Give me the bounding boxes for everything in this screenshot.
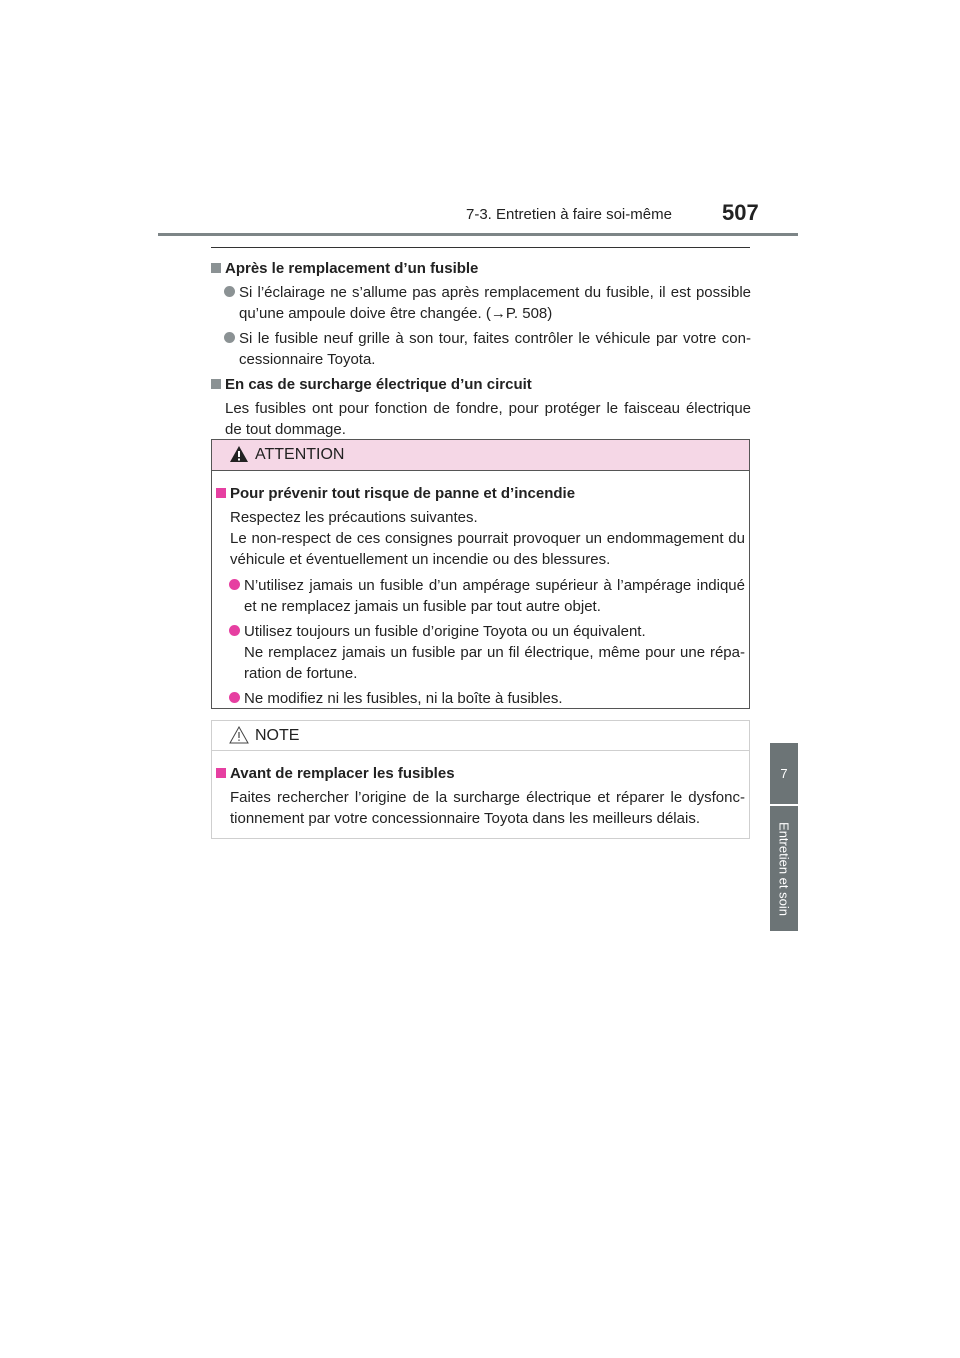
section-heading-text: Après le remplacement d’un fusible: [225, 260, 479, 277]
list-item: [216, 688, 745, 709]
round-bullet-icon: [229, 692, 240, 703]
attention-heading-text: Pour prévenir tout risque de panne et d’incendie: [230, 485, 576, 502]
list-item-text: Si le fusible neuf grille à son tour, faites contrôler le véhicule par votre con-cessionnaire Toyota.: [239, 330, 751, 368]
attention-paragraph: Respectez les précautions suivantes.: [230, 509, 478, 526]
list-item-text: Ne modifiez ni les fusibles, ni la boîte à fusibles.: [244, 690, 563, 707]
note-heading: [216, 763, 745, 784]
list-item-text: N’utilisez jamais un fusible d’un ampérage supérieur à l’ampérage indiqué et ne remplacez jamais un fusible par tout autre objet.: [244, 577, 745, 615]
round-bullet-icon: [229, 625, 240, 636]
round-bullet-icon: [224, 332, 235, 343]
caution-triangle-icon: [229, 726, 249, 744]
attention-body: [212, 471, 749, 709]
header-section-title: 7-3. Entretien à faire soi-même: [466, 206, 672, 223]
list-item: [211, 328, 751, 370]
list-item: [211, 282, 751, 324]
square-bullet-icon: [211, 263, 221, 273]
chapter-tab-number: 7: [770, 743, 798, 804]
square-bullet-icon: [216, 488, 226, 498]
section-heading: [211, 374, 751, 395]
round-bullet-icon: [229, 579, 240, 590]
attention-header: [212, 440, 749, 471]
square-bullet-icon: [216, 768, 226, 778]
note-box: [211, 720, 750, 839]
section-heading-text: En cas de surcharge électrique d’un circuit: [225, 376, 532, 393]
note-header: [212, 721, 749, 751]
list-item: [216, 575, 745, 617]
note-heading-text: Avant de remplacer les fusibles: [230, 765, 455, 782]
note-body: [212, 751, 749, 829]
attention-paragraph: Le non-respect de ces consignes pourrait provoquer un endommagement du véhicule et éventuellement un incendie ou des blessures.: [230, 530, 745, 568]
list-item-text: Si l’éclairage ne s’allume pas après remplacement du fusible, il est possible qu’une ampoule doive être changée. (→P. 508): [239, 284, 751, 322]
section-paragraph: Les fusibles ont pour fonction de fondre, pour protéger le faisceau électrique de tout dommage.: [225, 400, 751, 438]
chapter-tab-label-text: Entretien et soin: [776, 821, 792, 916]
list-item: [216, 621, 745, 684]
warning-triangle-icon: [229, 445, 249, 463]
note-paragraph: Faites rechercher l’origine de la surcharge électrique et réparer le dysfonc-tionnement par votre concessionnaire Toyota dans les meilleurs délais.: [230, 789, 745, 827]
note-title: NOTE: [255, 727, 300, 744]
attention-box: [211, 439, 750, 709]
section-heading: [211, 258, 751, 279]
round-bullet-icon: [224, 286, 235, 297]
attention-heading: [216, 483, 745, 504]
page-number: 507: [722, 200, 759, 225]
list-item-text: Utilisez toujours un fusible d’origine Toyota ou un équivalent.: [244, 623, 646, 640]
square-bullet-icon: [211, 379, 221, 389]
content-divider: [211, 247, 750, 248]
attention-title: ATTENTION: [255, 446, 345, 463]
main-content: [211, 258, 751, 440]
chapter-tab-label: [770, 806, 798, 931]
header-divider: [158, 233, 798, 236]
list-item-text: Ne remplacez jamais un fusible par un fil électrique, même pour une répa-ration de fortune.: [244, 644, 745, 682]
